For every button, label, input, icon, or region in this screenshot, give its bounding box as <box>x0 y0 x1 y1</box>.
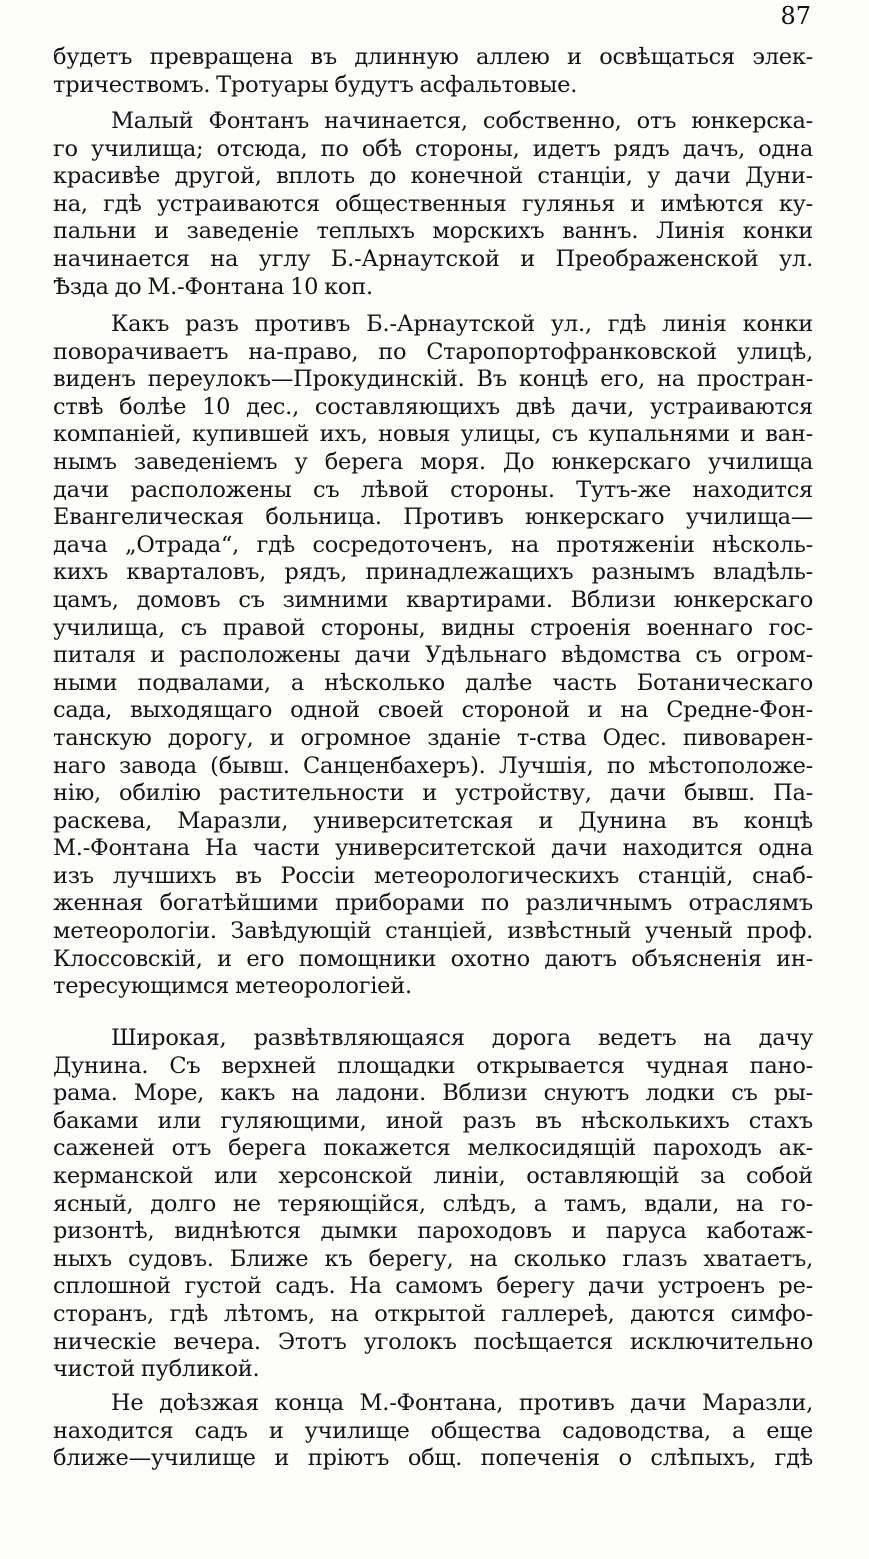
text-line: нію, обилію растительности и устройству, дачи бывш. Па- <box>53 780 813 807</box>
text-line: тересующимся метеорологіей. <box>53 973 412 1000</box>
text-line: рама. Море, какъ на ладони. Вблизи снуютъ лодки съ ры- <box>53 1080 813 1107</box>
text-line: дачи расположены съ лѣвой стороны. Тутъ-же находится <box>53 476 813 503</box>
text-line: керманской или херсонской линіи, оставляющій за собой <box>53 1162 813 1189</box>
paragraph-4 <box>53 1025 813 1384</box>
text-line: танскую дорогу, и огромное зданіе т-ства Одес. пивоварен- <box>53 724 813 751</box>
paragraph-2 <box>53 108 813 301</box>
text-line: Дунина. Съ верхней площадки открывается чудная пано- <box>53 1052 813 1079</box>
paragraph-1 <box>53 44 813 99</box>
text-line: М.-Фонтана На части университетской дачи находится одна <box>53 835 813 862</box>
text-line: чистой публикой. <box>53 1356 260 1383</box>
text-line: ническіе вечера. Этотъ уголокъ посѣщается исключительно <box>53 1328 813 1355</box>
text-line: наго завода (бывш. Санценбахеръ). Лучшія, по мѣстоположе- <box>53 752 813 779</box>
text-line: Евангелическая больница. Противъ юнкерскаго училища— <box>53 504 813 531</box>
text-line: начинается на углу Б.-Арнаутской и Преображенской ул. <box>53 245 813 272</box>
text-line: Какъ разъ противъ Б.-Арнаутской ул., гдѣ линія конки <box>111 311 813 337</box>
text-line: тричествомъ. Тротуары будутъ асфальтовые. <box>53 71 578 98</box>
text-line: сада, выходящаго одной своей стороной и на Средне-Фон- <box>53 697 813 724</box>
text-line: на, гдѣ устраиваются общественныя гулянья и имѣются ку- <box>53 190 813 217</box>
text-line: училища, съ правой стороны, видны строенія военнаго гос- <box>53 614 813 641</box>
text-line: будетъ превращена въ длинную аллею и освѣщаться элек- <box>53 44 813 70</box>
text-line: сторанъ, гдѣ лѣтомъ, на открытой галлереѣ, даются симфо- <box>53 1300 813 1327</box>
text-line: Ѣзда до М.-Фонтана 10 коп. <box>53 273 373 300</box>
text-line: метеорологіи. Завѣдующій станціей, извѣстный ученый проф. <box>53 918 813 945</box>
text-line: сплошной густой садъ. На самомъ берегу дачи устроенъ ре- <box>53 1273 813 1300</box>
text-line: баками или гуляющими, иной разъ въ нѣсколькихъ стахъ <box>53 1107 813 1134</box>
text-line: пальни и заведеніе теплыхъ морскихъ ваннъ. Линія конки <box>53 218 813 245</box>
text-line: Широкая, развѣтвляющаяся дорога ведетъ на дачу <box>111 1025 813 1051</box>
text-line: находится садъ и училище общества садоводства, а еще <box>53 1417 813 1444</box>
text-line: нымъ заведеніемъ у берега моря. До юнкерскаго училища <box>53 448 813 475</box>
text-line: питаля и расположены дачи Удѣльнаго вѣдомства съ огром- <box>53 642 813 669</box>
text-line: саженей отъ берега покажется мелкосидящій пароходъ ак- <box>53 1135 813 1162</box>
text-line: ясный, долго не теряющійся, слѣдъ, а тамъ, вдали, на го- <box>53 1190 813 1217</box>
text-line: поворачиваетъ на-право, по Старопортофранковской улицѣ, <box>53 338 813 365</box>
text-line: Малый Фонтанъ начинается, собственно, отъ юнкерска- <box>111 108 813 134</box>
text-line: ближе—училище и пріютъ общ. попеченія о слѣпыхъ, гдѣ <box>53 1445 813 1472</box>
text-line: дача „Отрада“, гдѣ сосредоточенъ, на протяженіи нѣсколь- <box>53 531 813 558</box>
page-number: 87 <box>780 2 811 30</box>
text-line: раскева, Маразли, университетская и Дунина въ концѣ <box>53 807 813 834</box>
text-line: Не доѣзжая конца М.-Фонтана, противъ дачи Маразли, <box>111 1390 813 1416</box>
text-line: ствѣ болѣе 10 дес., составляющихъ двѣ дачи, устраиваются <box>53 393 813 420</box>
text-line: виденъ переулокъ—Прокудинскій. Въ концѣ его, на простран- <box>53 366 813 393</box>
text-line: ныхъ судовъ. Ближе къ берегу, на сколько глазъ хватаетъ, <box>53 1245 813 1272</box>
text-line: женная богатѣйшими приборами по различнымъ отраслямъ <box>53 890 813 917</box>
text-line: ными подвалами, а нѣсколько далѣе часть Ботаническаго <box>53 669 813 696</box>
text-line: цамъ, домовъ съ зимними квартирами. Вблизи юнкерскаго <box>53 586 813 613</box>
text-line: Клоссовскій, и его помощники охотно даютъ объясненія ин- <box>53 945 813 972</box>
text-line: го училища; отсюда, по обѣ стороны, идетъ рядъ дачъ, одна <box>53 135 813 162</box>
paragraph-3 <box>53 311 813 1001</box>
text-line: ризонтѣ, виднѣются дымки пароходовъ и паруса каботаж- <box>53 1218 813 1245</box>
text-line: кихъ кварталовъ, рядъ, принадлежащихъ разнымъ владѣль- <box>53 559 813 586</box>
text-line: изъ лучшихъ въ Россіи метеорологическихъ станцій, снаб- <box>53 862 813 889</box>
text-line: красивѣе другой, вплоть до конечной станціи, у дачи Дуни- <box>53 163 813 190</box>
text-line: компаніей, купившей ихъ, новыя улицы, съ купальнями и ван- <box>53 421 813 448</box>
paragraph-5 <box>53 1390 813 1473</box>
